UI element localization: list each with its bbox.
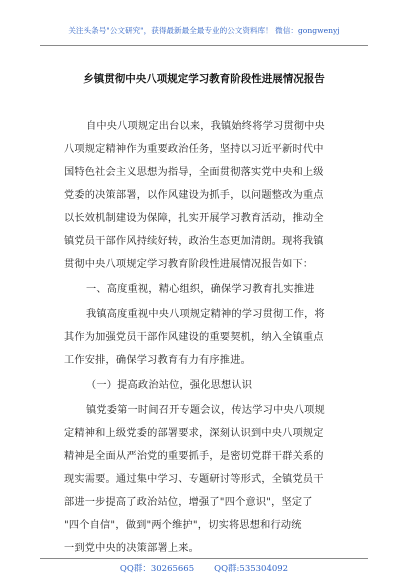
paragraph-line: 现实需要。通过集中学习、专题研讨等形式，全镇党员干 <box>64 474 324 485</box>
section-heading: 一、高度重视，精心组织，确保学习教育扎实推进 <box>86 284 315 295</box>
paragraph-line: "四个自信"，做到"两个维护"，切实将思想和行动统 <box>64 520 302 531</box>
paragraph-line: 贯彻中央八项规定学习教育阶段性进展情况报告如下： <box>64 259 314 270</box>
paragraph-line: 八项规定精神作为重要政治任务，坚持以习近平新时代中 <box>64 144 324 155</box>
paragraph-line: 精神是全面从严治党的重要抓手，是密切党群干群关系的 <box>64 451 324 462</box>
paragraph-line: 自中央八项规定出台以来，我镇始终将学习贯彻中央 <box>86 121 325 132</box>
paragraph-line: 定精神和上级党委的部署要求，深刻认识到中央八项规定 <box>64 428 324 439</box>
footer-contact <box>0 562 408 574</box>
header-divider <box>40 45 368 46</box>
subsection-heading: （一）提高政治站位，强化思想认识 <box>86 380 253 391</box>
header-notice: 关注头条号"公文研究"，获得最新最全最专业的公文资料库！ 微信：gongwenyj <box>68 26 340 35</box>
paragraph-line: 国特色社会主义思想为指导，全面贯彻落实党中央和上级 <box>64 167 324 178</box>
footer-qq-group-2: QQ群:535304092 <box>214 564 289 574</box>
paragraph-line: 其作为加强党员干部作风建设的重要契机，纳入全镇重点 <box>64 332 324 343</box>
document-title: 乡镇贯彻中央八项规定学习教育阶段性进展情况报告 <box>83 73 325 85</box>
paragraph-line: 一到党中央的决策部署上来。 <box>64 543 200 554</box>
paragraph-line: 镇党员干部作风持续好转，政治生态更加清朗。现将我镇 <box>64 236 324 247</box>
paragraph-line: 工作安排，确保学习教育有力有序推进。 <box>64 355 251 366</box>
paragraph-line: 镇党委第一时间召开专题会议，传达学习中央八项规 <box>86 405 325 416</box>
paragraph-line: 以长效机制建设为保障，扎实开展学习教育活动，推动全 <box>64 213 324 224</box>
paragraph-line: 党委的决策部署，以作风建设为抓手，以问题整改为重点 <box>64 190 324 201</box>
footer-qq-group-1: QQ群：30265665 <box>119 564 195 574</box>
paragraph-line: 我镇高度重视中央八项规定精神的学习贯彻工作，将 <box>86 309 325 320</box>
paragraph-line: 部进一步提高了政治站位，增强了"四个意识"，坚定了 <box>64 497 313 508</box>
footer-divider <box>40 558 368 559</box>
